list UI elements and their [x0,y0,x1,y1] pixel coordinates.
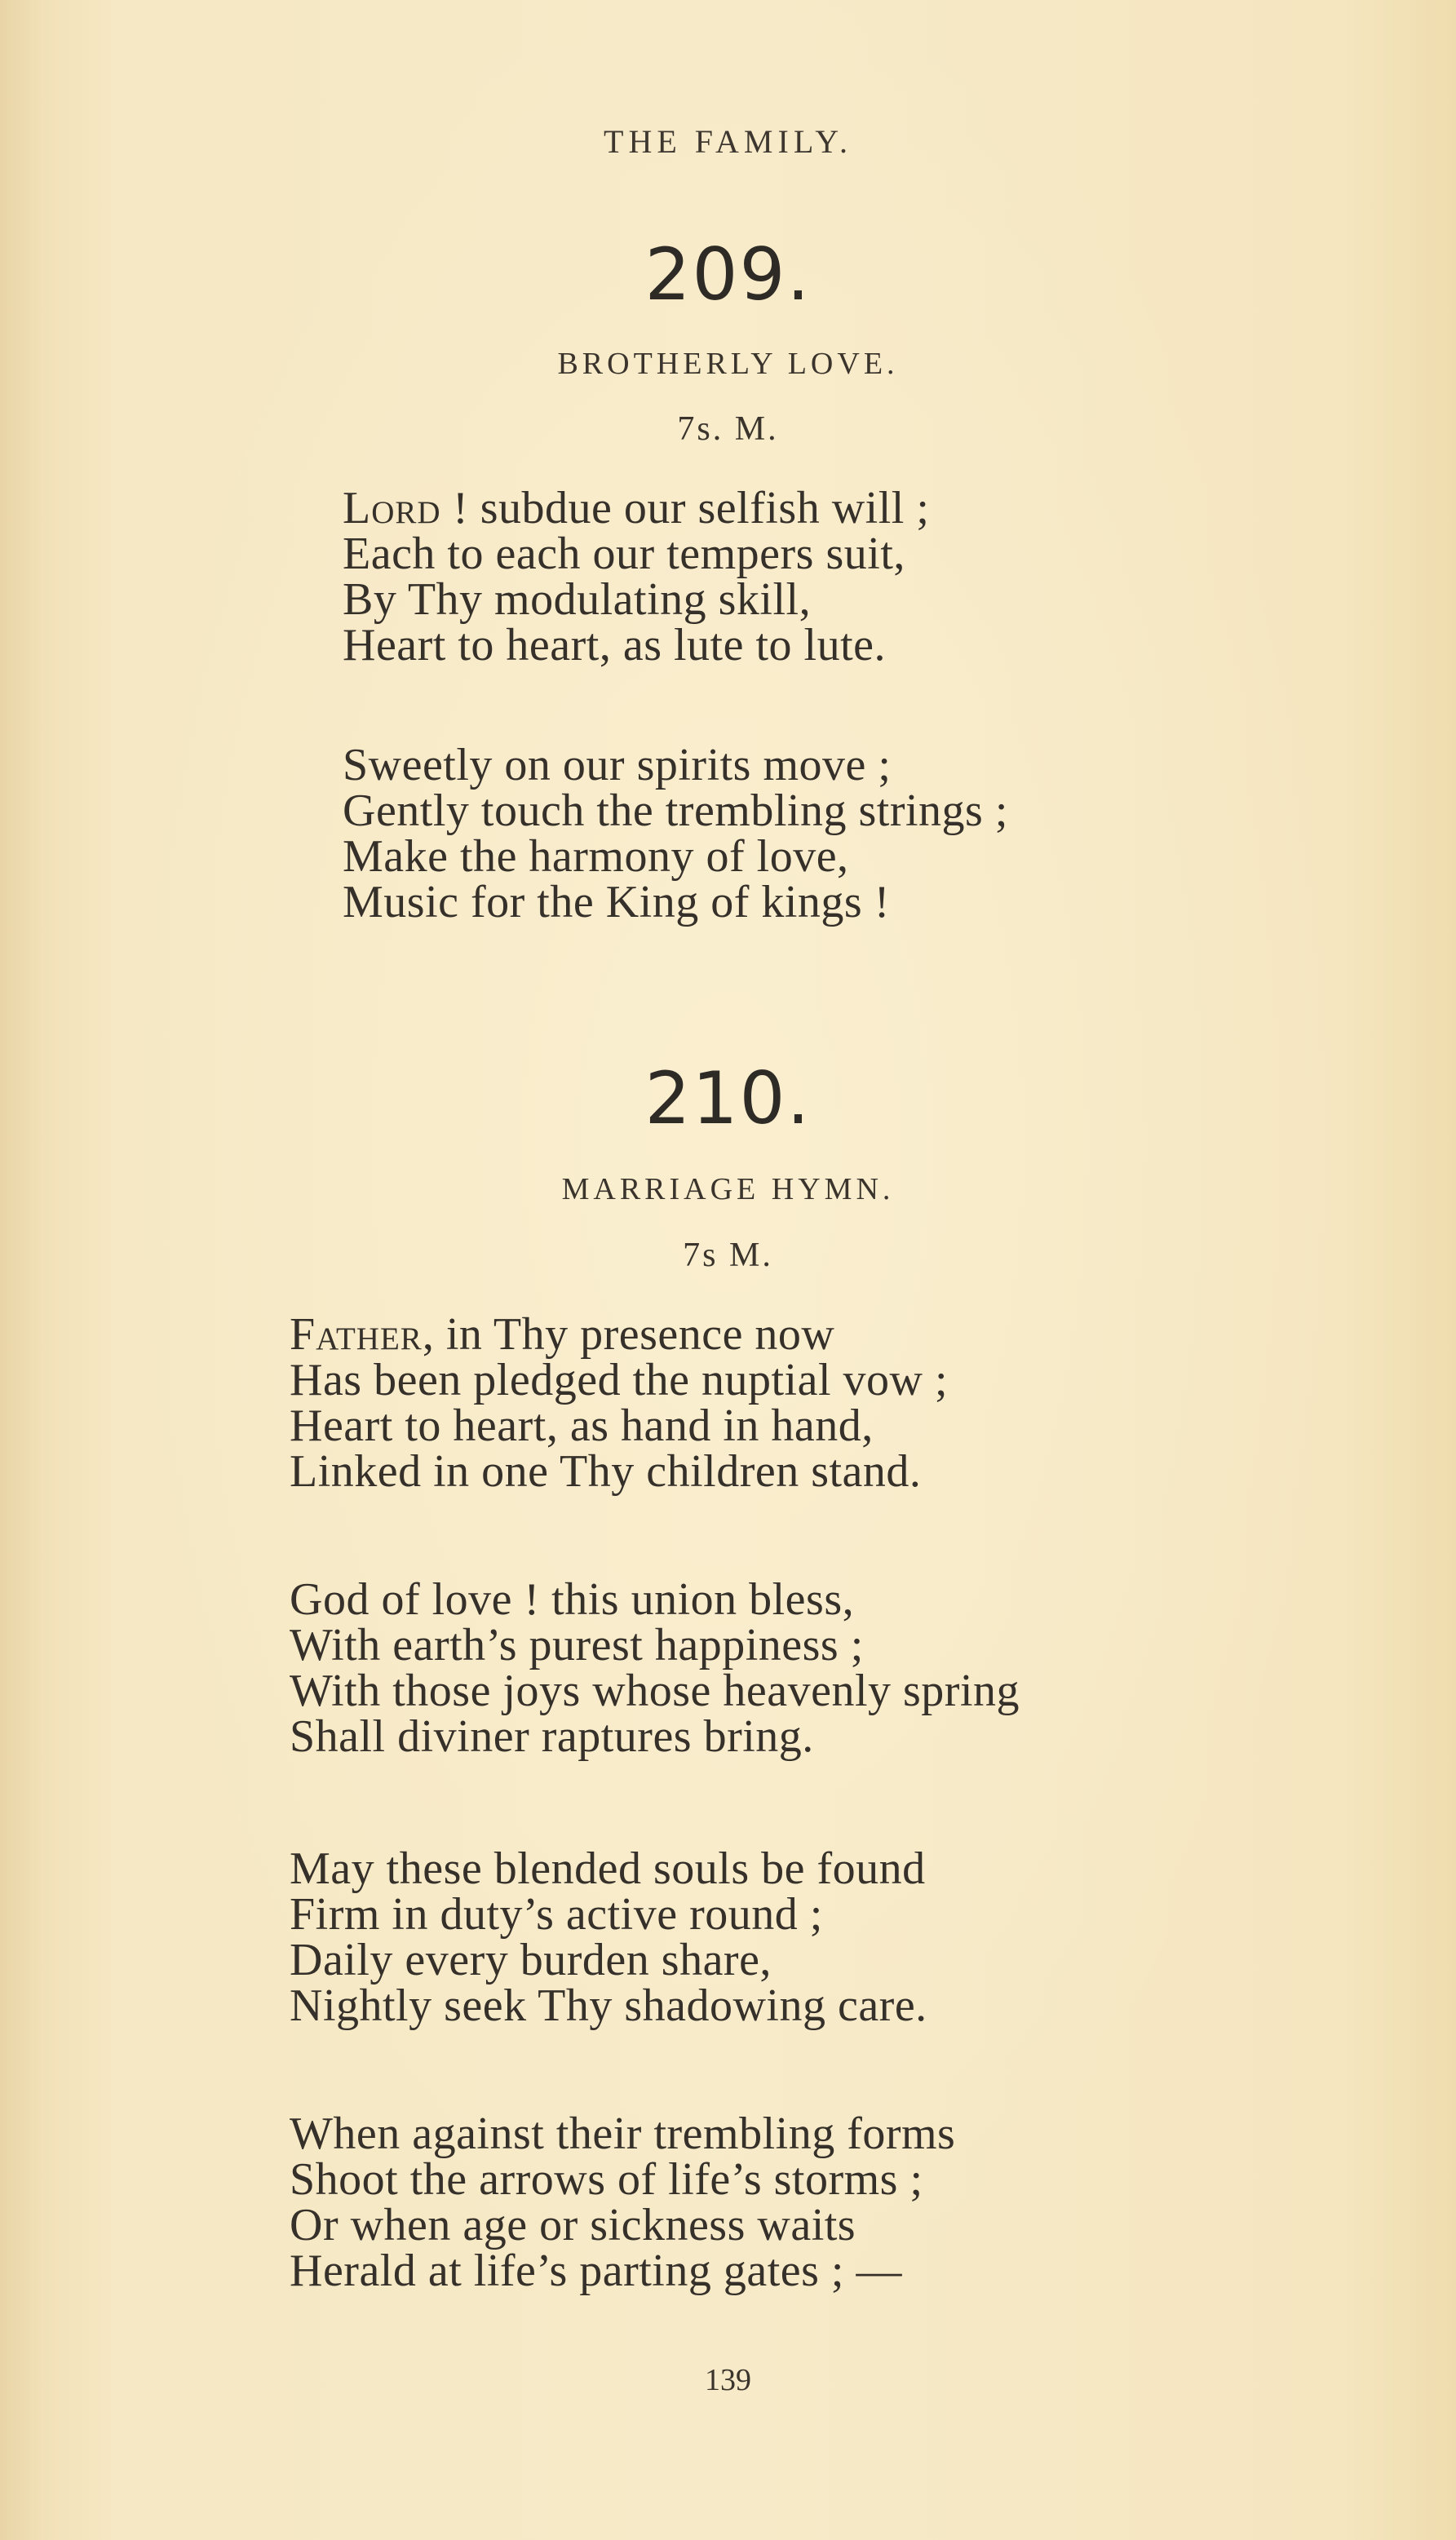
verse-line [290,1309,948,1360]
verse-line: Herald at life’s parting gates ; — [290,2246,902,2296]
verse-line: With those joys whose heavenly spring [290,1666,1020,1716]
hymn-title-210: MARRIAGE HYMN. [561,1172,895,1206]
stanza-210-1 [290,1309,949,1497]
page-number: 139 [705,2363,751,2397]
hymn-number-209: 209. [644,232,812,316]
verse-line: Heart to heart, as lute to lute. [343,620,886,670]
verse-line-rest: , in Thy presence now [422,1309,835,1360]
verse-line: Gently touch the trembling strings ; [343,785,1008,836]
verse-line: Each to each our tempers suit, [343,529,905,579]
verse-line: Shall diviner raptures bring. [290,1711,814,1762]
verse-line: By Thy modulating skill, [343,574,812,625]
verse-line: May these blended souls be found [290,1843,926,1894]
verse-line: God of love ! this union bless, [290,1574,855,1625]
verse-line: Heart to heart, as hand in hand, [290,1401,874,1451]
stanza-first-word: Lord [343,483,441,533]
hymn-title-209: BROTHERLY LOVE. [557,347,899,381]
stanza-210-3 [290,1843,927,2031]
verse-line-rest: ! subdue our selfish will ; [440,483,930,533]
verse-line [343,485,929,531]
hymn-meter-209: 7s. M. [677,410,779,448]
stanza-210-2 [290,1574,1020,1762]
stanza-210-4 [290,2111,955,2294]
hymn-meter-210: 7s M. [683,1237,773,1274]
verse-line: Shoot the arrows of life’s storms ; [290,2154,923,2205]
verse-line: When against their trembling forms [290,2109,956,2159]
running-head: THE FAMILY. [604,123,852,160]
stanza-209-1 [343,485,929,668]
verse-line: Music for the King of kings ! [343,877,890,927]
verse-line: Nightly seek Thy shadowing care. [290,1980,927,2031]
stanza-first-word: Father [290,1309,423,1360]
hymn-number-210: 210. [644,1056,812,1140]
verse-line: Or when age or sickness waits [290,2200,856,2250]
verse-line: Sweetly on our spirits move ; [343,740,892,790]
verse-line: With earth’s purest happiness ; [290,1620,864,1670]
verse-line: Make the harmony of love, [343,831,849,882]
verse-line: Firm in duty’s active round ; [290,1889,823,1940]
verse-line: Daily every burden share, [290,1935,772,1985]
verse-line: Linked in one Thy children stand. [290,1446,922,1497]
verse-line: Has been pledged the nuptial vow ; [290,1355,949,1405]
stanza-209-2 [343,742,1008,925]
